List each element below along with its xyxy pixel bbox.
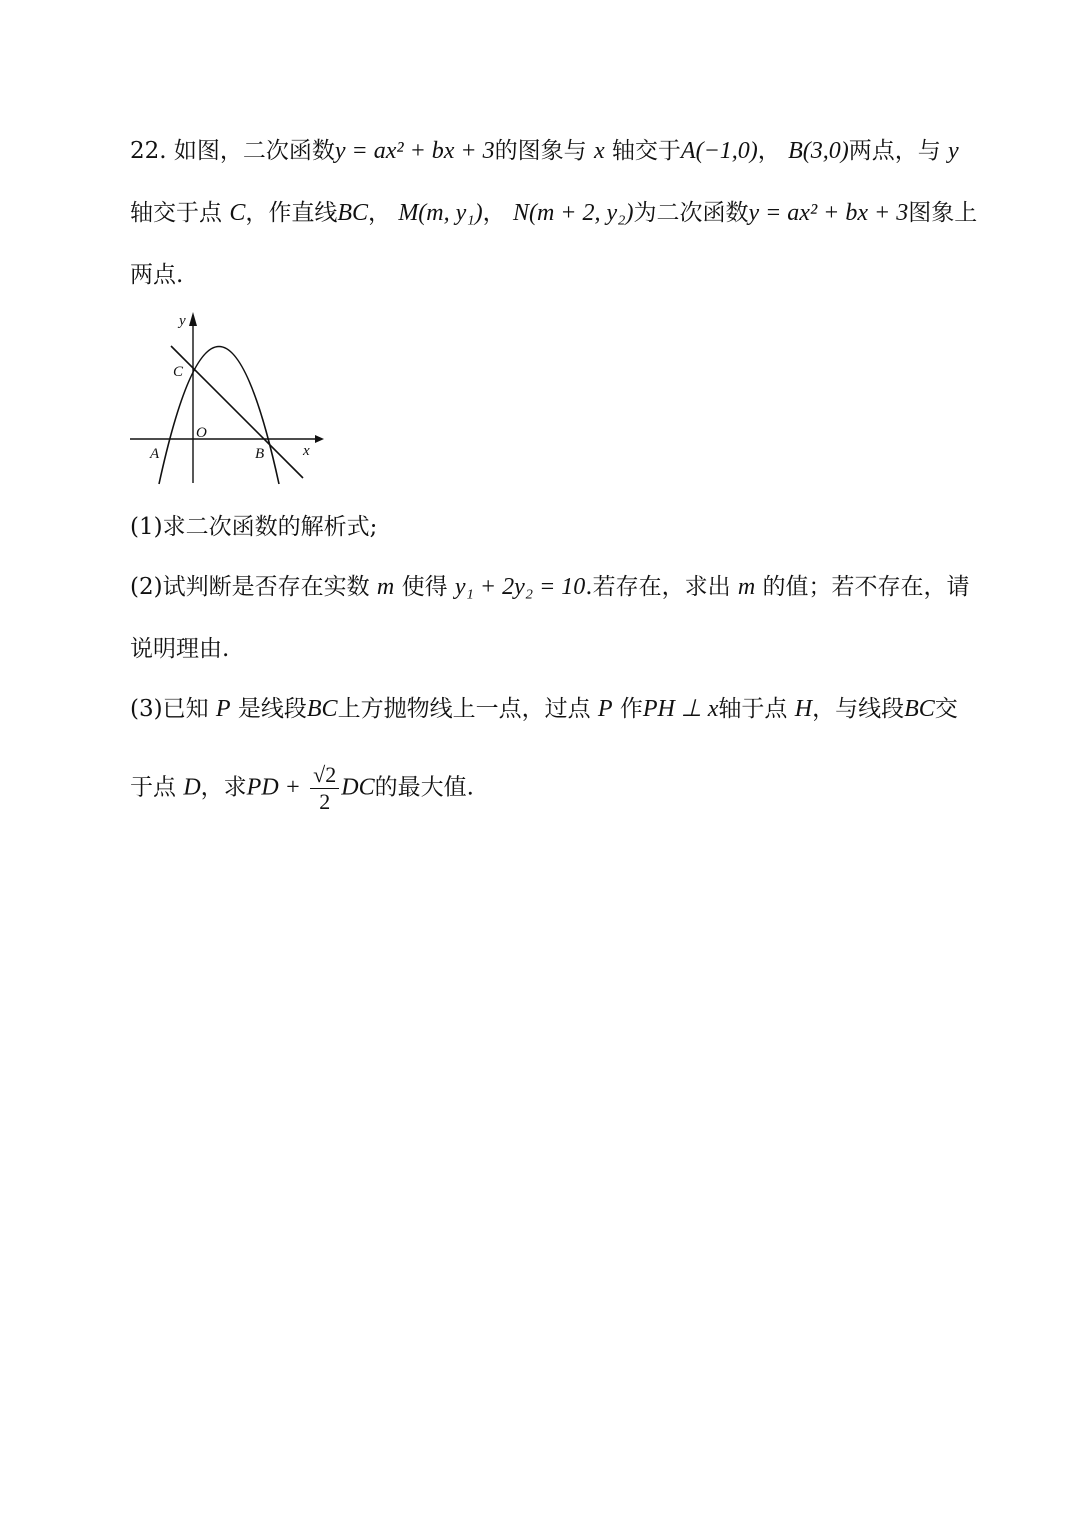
line2-comma-2: ， <box>482 200 506 226</box>
line2-comma-1: ， <box>368 200 391 226</box>
question-3-text-2: 是线段 <box>237 696 307 722</box>
question-3-line-1 <box>130 694 958 724</box>
segment-bc-2: BC <box>904 696 935 722</box>
point-h: H <box>794 696 813 722</box>
question-2-line-1 <box>130 572 970 602</box>
fraction-denominator: 2 <box>319 789 331 814</box>
question-2-text-5: 说明理由. <box>130 636 230 662</box>
intro-text-2: 的图象与 <box>494 138 587 164</box>
point-p-1: P <box>215 696 231 722</box>
question-3-text-8: 于点 <box>130 774 176 801</box>
problem-intro-line-1 <box>130 136 959 166</box>
question-2-line-2 <box>130 634 229 664</box>
point-m: M(m, y₁) <box>398 200 483 226</box>
question-2-text-4: 的值；若不存在，请 <box>762 574 970 600</box>
problem-number: 22. <box>130 138 167 164</box>
line-bc-graph <box>171 346 303 478</box>
line3-text: 两点. <box>130 262 184 288</box>
question-3-line-2 <box>130 762 474 815</box>
point-p-2: P <box>597 696 613 722</box>
question-3-text-3: 上方抛物线上一点，过点 <box>337 696 591 722</box>
question-3-text-10: 的最大值. <box>374 774 474 801</box>
line-bc: BC <box>337 200 368 226</box>
question-3-text-6: ，与线段 <box>812 696 905 722</box>
fraction-root2-over-2 <box>310 762 339 815</box>
x-axis-arrow-icon <box>315 435 324 443</box>
question-1 <box>130 512 377 542</box>
question-3-text-5: 轴于点 <box>718 696 788 722</box>
label-x: x <box>303 443 310 459</box>
point-c: C <box>229 200 246 226</box>
label-b: B <box>255 446 265 462</box>
question-2-text-1: (2)试判断是否存在实数 <box>130 574 370 600</box>
quadratic-equation: y = ax² + bx + 3 <box>334 138 495 164</box>
problem-intro-line-3 <box>130 260 183 290</box>
question-3-text-4: 作 <box>619 696 643 722</box>
perpendicular-ph: PH ⊥ x <box>642 696 719 722</box>
fraction-numerator: √2 <box>310 762 339 789</box>
segment-bc-1: BC <box>306 696 338 722</box>
intro-text-1: 如图，二次函数 <box>173 138 335 164</box>
intro-comma-1: ， <box>757 138 781 164</box>
question-2-text-3: .若存在，求出 <box>585 574 731 600</box>
y-axis-symbol: y <box>948 138 959 164</box>
point-n: N(m + 2, y₂) <box>512 200 634 226</box>
label-o: O <box>196 425 207 441</box>
point-a: A(−1,0) <box>680 138 758 164</box>
intro-text-3: 轴交于 <box>611 138 681 164</box>
expression-pd: PD + <box>246 774 301 801</box>
question-1-text: (1)求二次函数的解析式; <box>130 514 378 540</box>
y-axis-arrow-icon <box>189 312 197 326</box>
parabola-figure <box>125 306 325 486</box>
problem-intro-line-2 <box>130 198 977 228</box>
variable-m-1: m <box>376 574 395 600</box>
intro-text-4: 两点，与 <box>848 138 941 164</box>
x-axis-symbol: x <box>593 138 605 164</box>
point-d: D <box>183 774 201 801</box>
expression-dc: DC <box>341 774 375 801</box>
line2-text-4: 图象上 <box>908 200 978 226</box>
line2-text-2: ，作直线 <box>245 200 338 226</box>
sum-equation: y₁ + 2y₂ = 10 <box>454 574 586 600</box>
point-b: B(3,0) <box>788 138 849 164</box>
question-2-text-2: 使得 <box>401 574 448 600</box>
quadratic-equation-2: y = ax² + bx + 3 <box>748 200 909 226</box>
question-3-text-7: 交 <box>934 696 958 722</box>
label-a: A <box>150 446 160 462</box>
line2-text-3: 为二次函数 <box>633 200 749 226</box>
line2-text-1: 轴交于点 <box>130 200 222 226</box>
label-c: C <box>173 364 184 380</box>
variable-m-2: m <box>737 574 756 600</box>
question-3-text-9: ，求 <box>200 774 247 801</box>
label-y: y <box>179 313 186 329</box>
question-3-text-1: (3)已知 <box>130 696 209 722</box>
